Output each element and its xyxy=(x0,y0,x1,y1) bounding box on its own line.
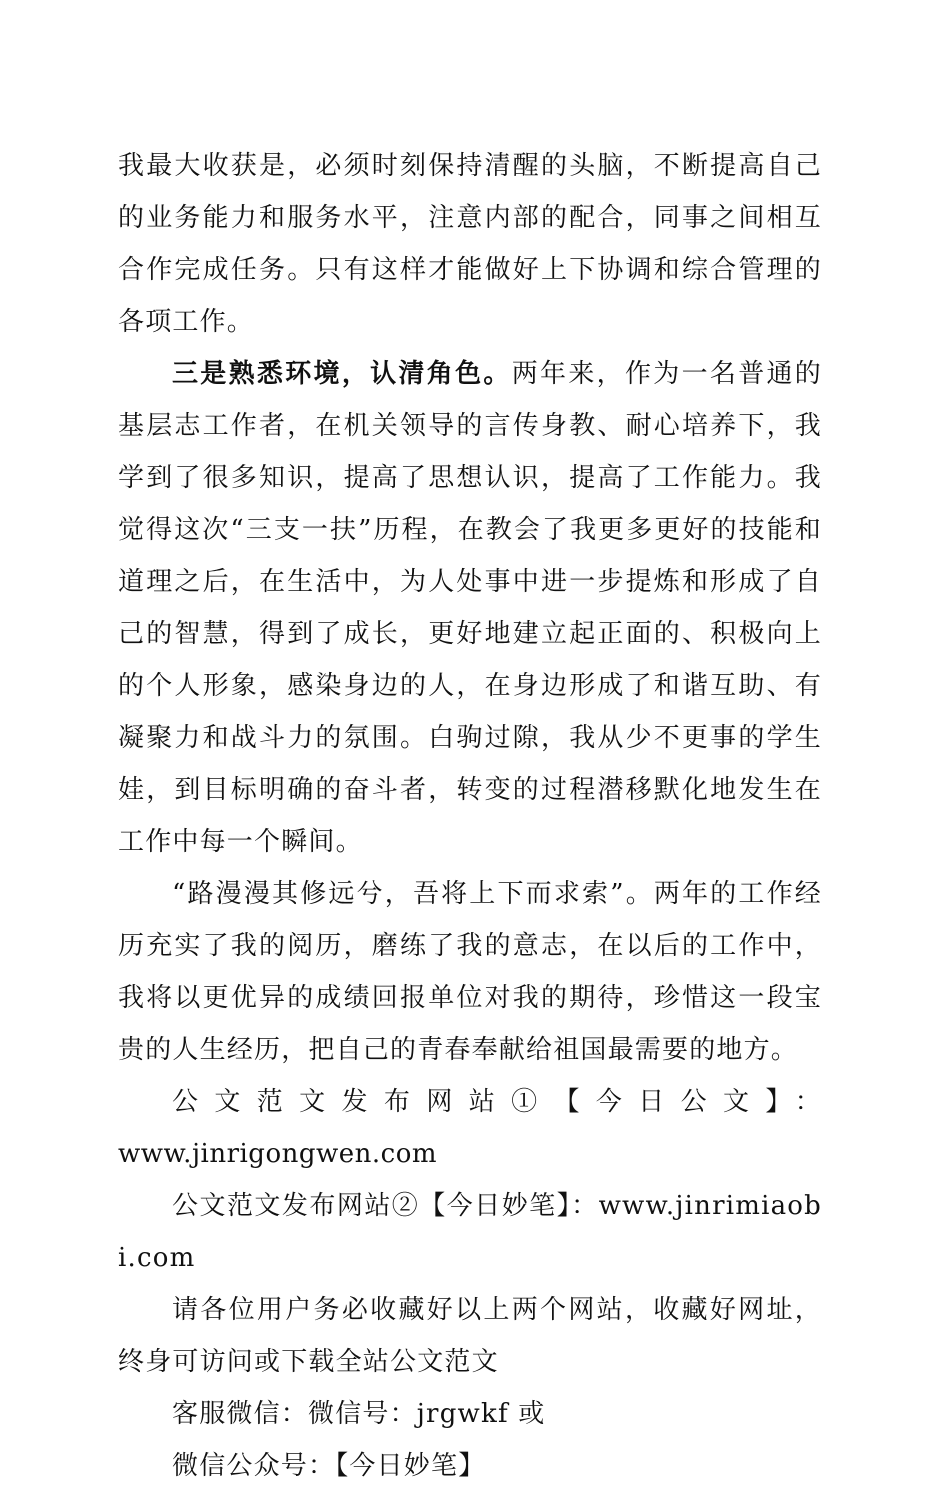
paragraph-2-heading: 三是熟悉环境，认清角色。 xyxy=(172,359,512,389)
notice-paragraph: 请各位用户务必收藏好以上两个网站，收藏好网址，终身可访问或下载全站公文范文 xyxy=(118,1295,822,1377)
paragraph-3: “路漫漫其修远兮，吾将上下而求索”。两年的工作经历充实了我的阅历，磨练了我的意志，在以后的工作中，我将以更优异的成绩回报单位对我的期待，珍惜这一段宝贵的人生经历，把自己的青春奉献给祖国最需要的地方。 xyxy=(118,879,822,1065)
document-page xyxy=(118,140,822,1492)
site-2-line[interactable]: 公文范文发布网站②【今日妙笔】：www.jinrimiaobi.com xyxy=(118,1191,822,1273)
paragraph-2 xyxy=(118,348,822,868)
service-wechat-line: 客服微信：微信号：jrgwkf 或 xyxy=(172,1399,546,1429)
public-account-line: 微信公众号：【今日妙笔】 xyxy=(172,1451,486,1481)
site-1-url[interactable]: www.jinrigongwen.com xyxy=(118,1139,438,1169)
site-1-label: 公文范文发布网站①【今日公文】： xyxy=(172,1087,822,1117)
paragraph-2-body: 两年来，作为一名普通的基层志工作者，在机关领导的言传身教、耐心培养下，我学到了很多知识，提高了思想认识，提高了工作能力。我觉得这次“三支一扶”历程，在教会了我更多更好的技能和道理之后，在生活中，为人处事中进一步提炼和形成了自己的智慧，得到了成长，更好地建立起正面的、积极向上的个人形象，感染身边的人，在身边形成了和谐互助、有凝聚力和战斗力的氛围。白驹过隙，我从少不更事的学生娃，到目标明确的奋斗者，转变的过程潜移默化地发生在工作中每一个瞬间。 xyxy=(118,359,823,857)
paragraph-1: 我最大收获是，必须时刻保持清醒的头脑，不断提高自己的业务能力和服务水平，注意内部的配合，同事之间相互合作完成任务。只有这样才能做好上下协调和综合管理的各项工作。 xyxy=(118,151,822,337)
